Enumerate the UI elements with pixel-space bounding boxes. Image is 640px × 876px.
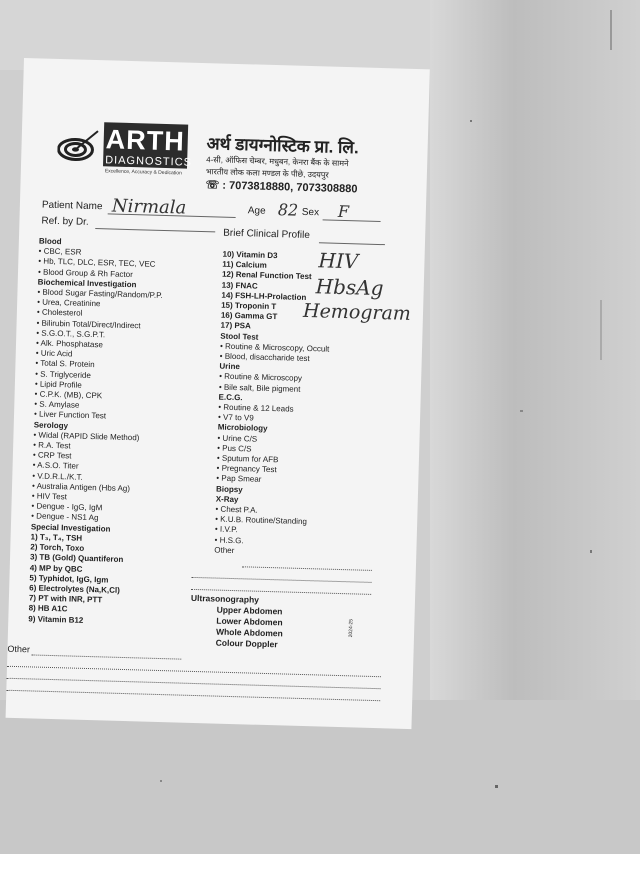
test-item: 12) Renal Function Test (221, 270, 312, 282)
test-item: • Routine & 12 Leads (218, 402, 294, 414)
test-item: • Pap Smear (216, 474, 262, 485)
test-item: • Uric Acid (35, 348, 73, 359)
patient-name-value: Nirmala (111, 195, 187, 219)
test-item: • Hb, TLC, DLC, ESR, TEC, VEC (38, 256, 156, 270)
section-heading: Urine (219, 361, 241, 372)
test-item: • Cholesterol (36, 307, 83, 319)
address-line-2: भारतीय लोक कला मण्डल के पीछे, उदयपुर (205, 167, 329, 180)
test-item: • H.S.G. (214, 535, 244, 546)
logo-title: ARTH (105, 124, 186, 157)
test-item: • CBC, ESR (38, 246, 82, 257)
test-item: • A.S.O. Titer (32, 460, 79, 472)
handwritten-test-1: HIV (318, 248, 359, 274)
test-item: • Liver Function Test (33, 409, 107, 421)
section-heading: Special Investigation (30, 522, 111, 534)
test-item: 10) Vitamin D3 (222, 249, 278, 261)
logo-tagline: Excellence, Accuracy & Dedication (104, 168, 182, 177)
test-item: • V7 to V9 (217, 412, 254, 423)
phone-numbers: ☏ : 7073818880, 7073308880 (205, 179, 358, 196)
test-item: • C.P.K. (MB), CPK (34, 389, 103, 401)
test-item: 2) Torch, Toxo (30, 542, 85, 553)
test-item: 5) Typhidot, IgG, Igm (29, 573, 109, 585)
test-item: • S. Triglyceride (35, 369, 92, 380)
test-item: • Alk. Phosphatase (35, 338, 103, 350)
test-item: • Urea, Creatinine (37, 297, 101, 309)
sex-value: F (337, 201, 350, 222)
ultrasonography-label: Ultrasonography (190, 592, 260, 605)
handwritten-test-2: HbsAg (315, 274, 384, 301)
section-heading: X-Ray (215, 494, 239, 505)
test-item: • Total S. Protein (35, 358, 95, 370)
test-item: • HIV Test (31, 491, 67, 502)
test-item: • Dengue - IgG, IgM (31, 501, 103, 513)
age-value: 82 (277, 200, 299, 220)
footer-other-label: Other (7, 643, 31, 655)
test-item: 14) FSH-LH-Prolaction (221, 290, 307, 302)
test-item: • CRP Test (32, 450, 72, 461)
test-item: 6) Electrolytes (Na,K,Cl) (29, 583, 121, 595)
test-item: 16) Gamma GT (220, 310, 278, 322)
test-item: • Blood Sugar Fasting/Random/P.P. (37, 287, 163, 300)
test-item: • R.A. Test (33, 440, 71, 451)
test-item: 8) HB A1C (28, 603, 68, 614)
lab-name-hindi: अर्थ डायग्नोस्टिक प्रा. लि. (206, 134, 359, 158)
section-heading: Microbiology (217, 423, 268, 434)
usg-item: Colour Doppler (215, 637, 278, 650)
test-item: • Widal (RAPID Slide Method) (33, 430, 140, 443)
test-item: • Routine & Microscopy (219, 372, 303, 384)
test-item: • K.U.B. Routine/Standing (215, 514, 308, 527)
test-item: • Routine & Microscopy, Occult (219, 341, 330, 354)
patient-name-label: Patient Name (41, 199, 103, 213)
section-heading: Biochemical Investigation (37, 277, 137, 290)
test-item: 9) Vitamin B12 (28, 613, 84, 625)
sex-label: Sex (301, 206, 320, 219)
test-item: 17) PSA (220, 321, 251, 331)
side-code: 2024-25 (347, 618, 355, 638)
test-item: • Blood, disaccharide test (219, 351, 310, 364)
address-line-1: 4-सी, ऑफिस चेम्बर, मधुबन, केनरा बैंक के सामने (206, 155, 349, 169)
logo-subtitle: DIAGNOSTICS (105, 154, 193, 169)
test-item: 7) PT with INR, PTT (28, 593, 103, 605)
brief-profile-label: Brief Clinical Profile (223, 227, 311, 242)
test-item: • Dengue - NS1 Ag (31, 511, 99, 523)
handwritten-test-3: Hemogram (302, 299, 412, 325)
test-item: • Urine C/S (217, 433, 258, 444)
test-item: • Chest P.A. (215, 504, 258, 515)
test-item: 15) Troponin T (221, 300, 277, 312)
age-label: Age (247, 205, 266, 217)
test-item: • Australia Antigen (Hbs Ag) (31, 481, 131, 494)
test-item: • Bilirubin Total/Direct/Indirect (36, 318, 141, 330)
test-item: 3) TB (Gold) Quantiferon (29, 552, 124, 565)
usg-item: Upper Abdomen (216, 604, 283, 617)
test-item: • Sputum for AFB (216, 453, 279, 465)
test-item: 4) MP by QBC (29, 562, 83, 574)
test-item: • Pregnancy Test (216, 463, 277, 475)
test-item: • Blood Group & Rh Factor (37, 267, 133, 279)
test-item: • S. Amylase (34, 399, 80, 410)
test-item: 1) T₃, T₄, TSH (30, 532, 83, 543)
usg-item: Whole Abdomen (215, 626, 283, 639)
section-heading: Stool Test (220, 331, 259, 342)
test-item: • V.D.R.L./K.T. (32, 471, 83, 482)
test-item: 11) Calcium (222, 259, 267, 271)
test-item: • Bile salt, Bile pigment (218, 382, 301, 394)
test-item: • Pus C/S (217, 443, 252, 454)
ref-doctor-label: Ref. by Dr. (41, 215, 89, 228)
test-item: • I.V.P. (214, 525, 238, 535)
section-heading: Blood (38, 236, 62, 247)
test-item: Other (214, 545, 235, 555)
usg-item: Lower Abdomen (216, 615, 283, 628)
test-item: 13) FNAC (221, 280, 258, 291)
section-heading: Serology (33, 420, 69, 431)
section-heading: Biopsy (215, 484, 243, 494)
test-item: • S.G.O.T., S.G.P.T. (36, 328, 106, 340)
test-item: • Lipid Profile (34, 379, 82, 390)
section-heading: E.C.G. (218, 392, 243, 403)
